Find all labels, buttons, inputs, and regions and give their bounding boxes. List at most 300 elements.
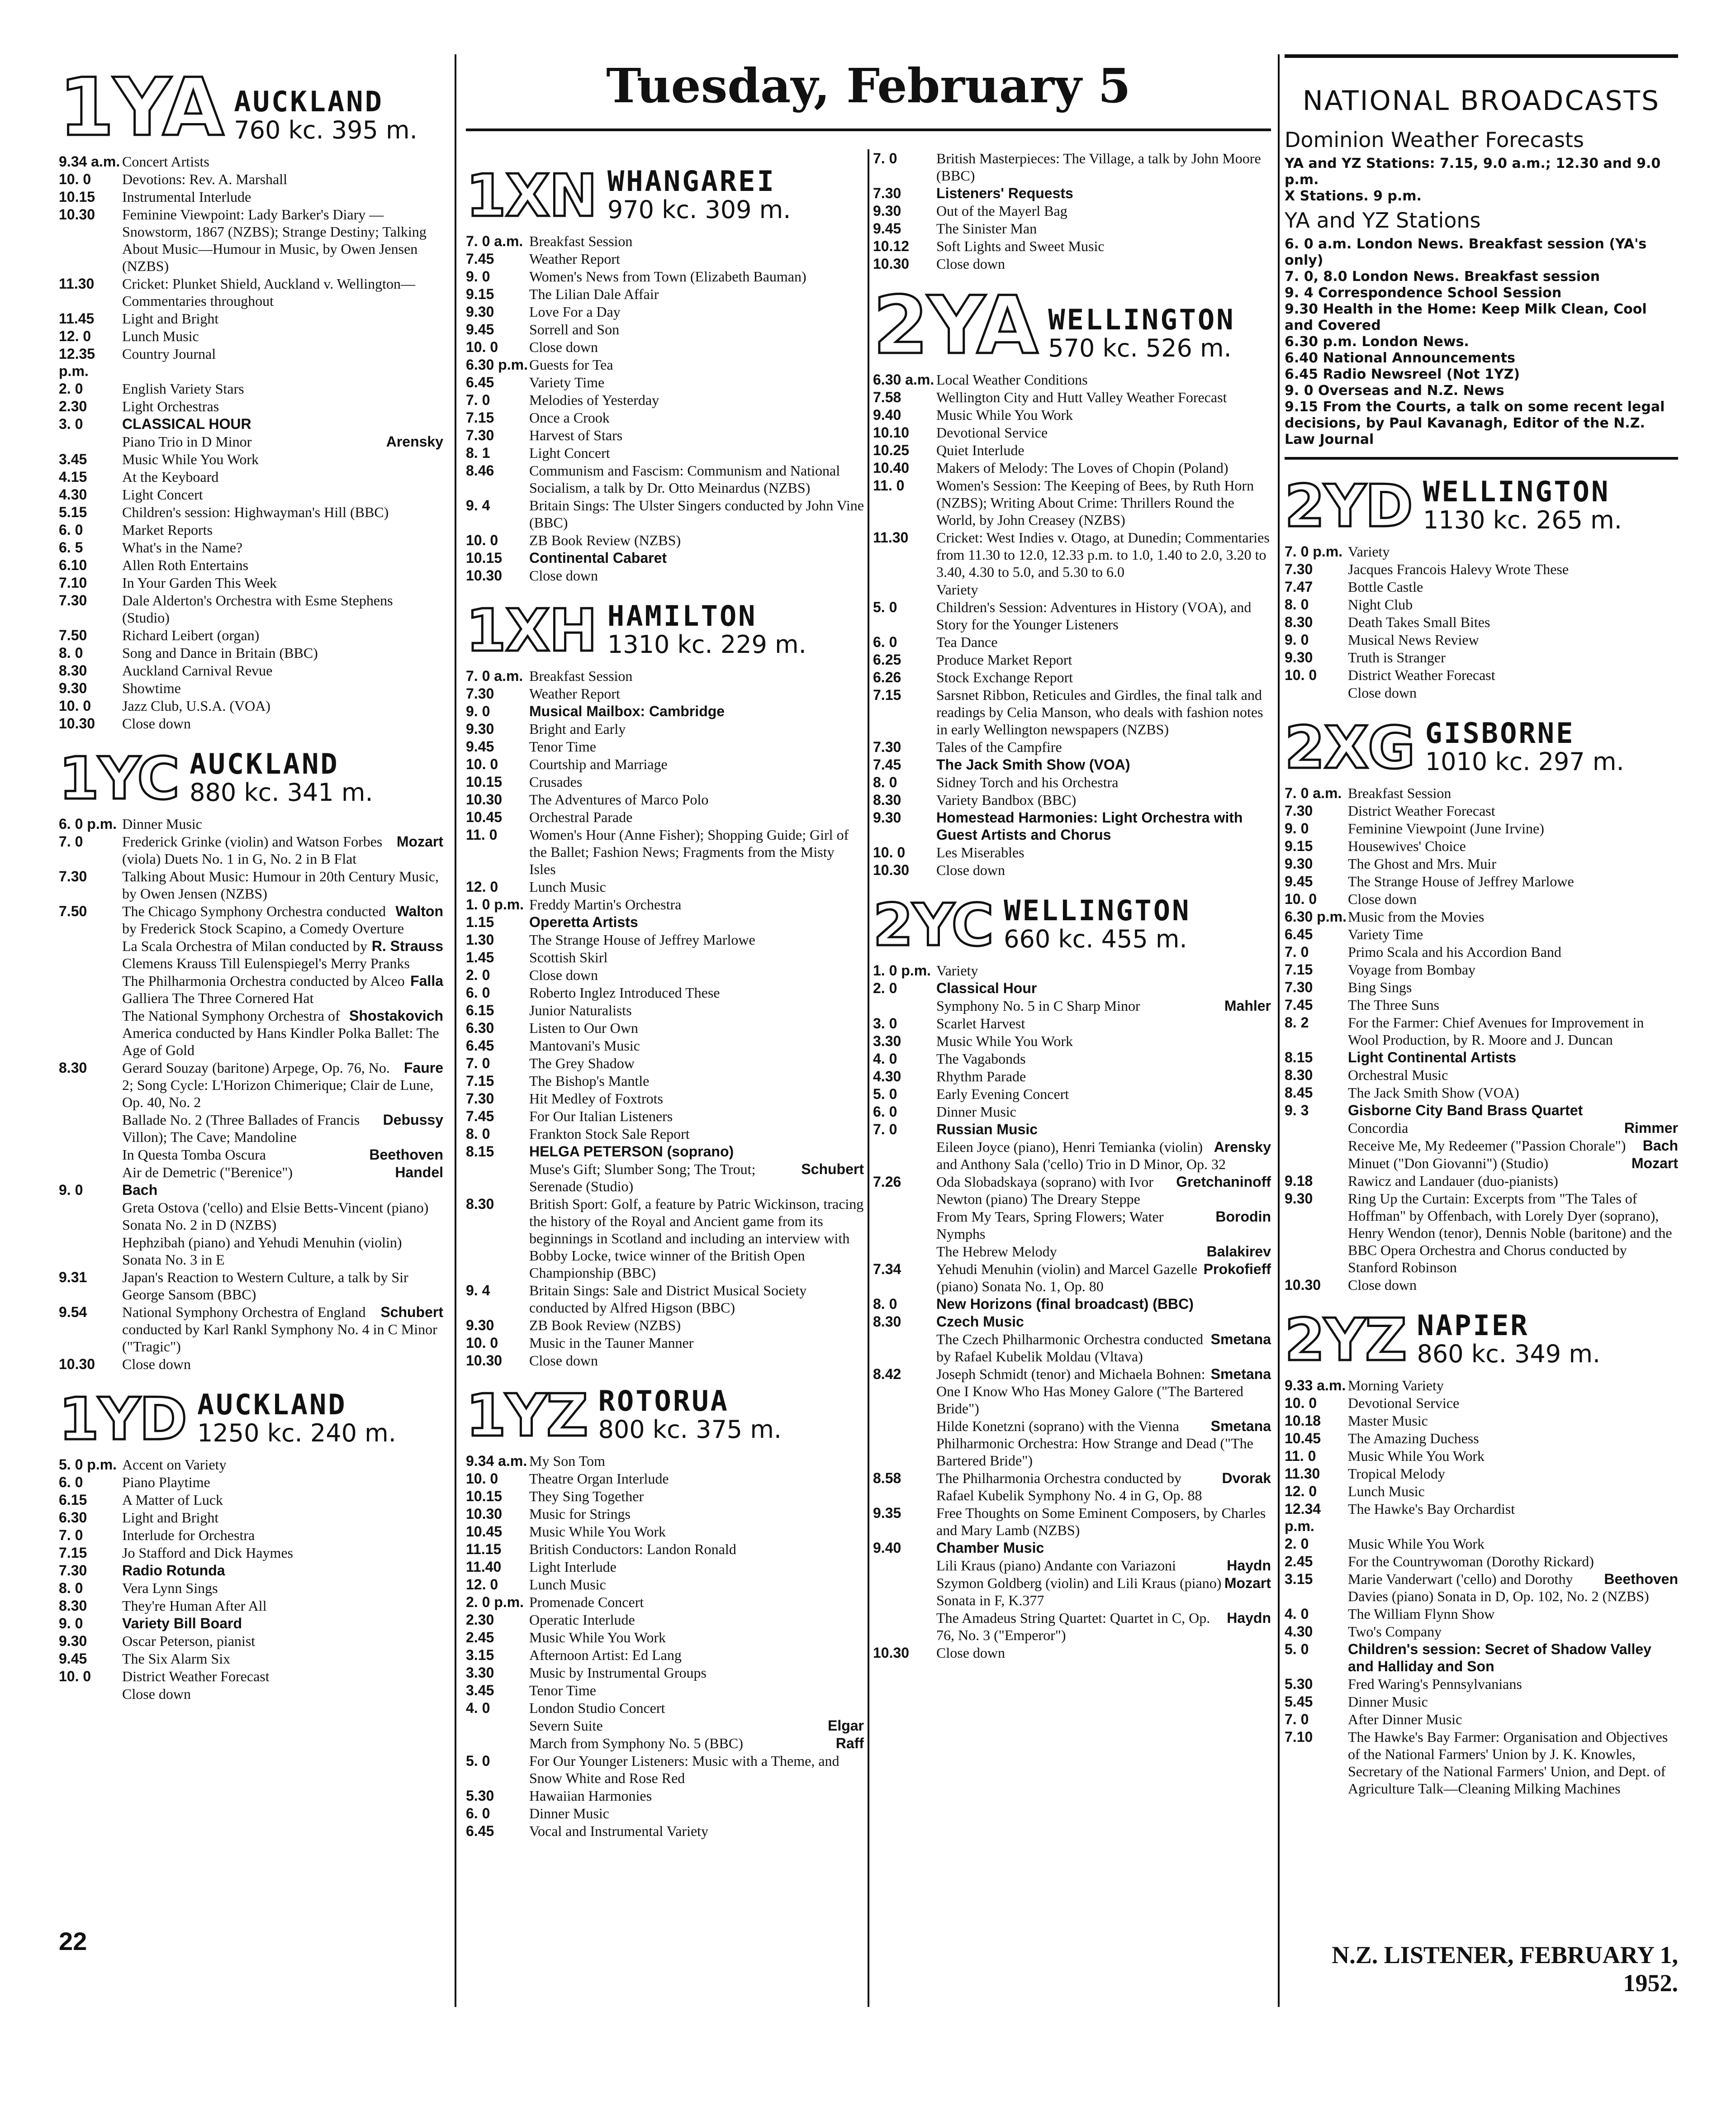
- program-text: My Son Tom: [529, 1453, 605, 1469]
- program-description: [1348, 613, 1678, 631]
- national-line: YA and YZ Stations: 7.15, 9.0 a.m.; 12.30 and 9.0 p.m.: [1285, 156, 1661, 188]
- program-row: [466, 1752, 864, 1787]
- program-text: The Chicago Symphony Orchestra conducted by Frederick Stock Scapino, a Comedy Overture: [122, 903, 404, 937]
- program-row: [466, 1558, 864, 1575]
- program-time: 10.15: [466, 550, 503, 566]
- program-description: [936, 1138, 1271, 1173]
- program-text: Light Concert: [529, 445, 610, 461]
- program-description: [529, 791, 864, 808]
- program-row: [1285, 820, 1678, 837]
- program-row: [873, 1068, 1271, 1085]
- program-row: [466, 1019, 864, 1037]
- program-row: [1285, 996, 1678, 1013]
- program-time: 10. 0: [466, 339, 498, 355]
- program-row: [466, 409, 864, 426]
- program-row: [1285, 1394, 1678, 1412]
- program-time: [59, 1199, 122, 1233]
- program-row: [1285, 1084, 1678, 1101]
- program-text: Variety Time: [1348, 926, 1423, 942]
- program-description: [936, 756, 1271, 773]
- program-time: 7.45: [466, 251, 494, 267]
- program-text: Breakfast Session: [529, 233, 633, 249]
- program-description: [1348, 1605, 1678, 1622]
- program-text: Classical Hour: [936, 980, 1037, 996]
- program-row: [873, 1295, 1271, 1313]
- program-time: 9.30: [466, 304, 494, 320]
- program-row: [59, 556, 443, 574]
- program-text: Feminine Viewpoint (June Irvine): [1348, 820, 1544, 837]
- program-row: [873, 202, 1271, 219]
- program-row: [873, 1103, 1271, 1120]
- program-text: British Sport: Golf, a feature by Patric Wickinson, tracing the history of the Royal and Ancient game from its beginnings in Scotland and including an interview with Bobby Locke, twice winner of the British Open Championship (BBC): [529, 1196, 864, 1281]
- program-row: [1285, 1377, 1678, 1394]
- program-description: [529, 738, 864, 755]
- program-text: The Sinister Man: [936, 220, 1037, 237]
- program-row: [1285, 1137, 1678, 1154]
- program-row: [873, 238, 1271, 255]
- program-text: March from Symphony No. 5 (BBC): [529, 1735, 743, 1751]
- program-row: [59, 592, 443, 626]
- program-description: [1348, 1190, 1678, 1276]
- program-time: 6.15: [59, 1492, 87, 1508]
- program-text: Children's session: Secret of Shadow Valley and Halliday and Son: [1348, 1641, 1651, 1674]
- program-text: Homestead Harmonies: Light Orchestra with Guest Artists and Chorus: [936, 809, 1243, 843]
- station-info: [598, 1386, 782, 1443]
- station-callsign: 1YD: [59, 1386, 186, 1453]
- program-description: [529, 1664, 864, 1681]
- program-time: 1.30: [466, 932, 494, 948]
- program-description: [1348, 1641, 1678, 1675]
- program-description: [122, 1234, 443, 1268]
- program-description: [529, 356, 864, 373]
- program-row: [466, 1334, 864, 1351]
- program-row: [466, 462, 864, 496]
- program-text: Dinner Music: [936, 1103, 1016, 1120]
- program-row: [466, 444, 864, 461]
- program-description: [529, 949, 864, 966]
- program-time: 6. 0: [59, 1474, 83, 1490]
- program-time: 9.45: [466, 321, 494, 338]
- program-text: District Weather Forecast: [122, 1668, 270, 1684]
- program-description: [1348, 1623, 1678, 1640]
- program-text: ZB Book Review (NZBS): [529, 532, 681, 548]
- program-time: 1.45: [466, 949, 494, 965]
- program-row: [466, 1195, 864, 1281]
- program-text: Light and Bright: [122, 310, 219, 327]
- composer: Haydn: [1227, 1610, 1271, 1626]
- program-text: Master Music: [1348, 1412, 1428, 1429]
- program-text: Frederick Grinke (violin) and Watson Forbes (viola) Duets No. 1 in G, No. 2 in B Flat: [122, 833, 383, 867]
- program-time: [873, 1208, 936, 1242]
- program-row: [1285, 1728, 1678, 1797]
- station-callsign: 2YA: [873, 279, 1038, 372]
- program-description: [529, 1593, 864, 1611]
- program-row: [466, 268, 864, 285]
- program-row: [59, 206, 443, 275]
- program-text: Quiet Interlude: [936, 442, 1025, 458]
- program-description: [122, 1685, 443, 1703]
- station-header: [59, 61, 443, 154]
- program-text: Vocal and Instrumental Variety: [529, 1823, 709, 1839]
- program-description: [122, 697, 443, 714]
- program-text: English Variety Stars: [122, 380, 244, 397]
- composer: Smetana: [1210, 1418, 1271, 1434]
- composer: Rimmer: [1624, 1120, 1678, 1136]
- station-frequency: 800 kc. 375 m.: [598, 1415, 782, 1444]
- program-time: 10. 0: [1285, 891, 1317, 907]
- program-time: 4.30: [1285, 1623, 1313, 1640]
- program-row: [1285, 1641, 1678, 1675]
- program-description: [1348, 1084, 1678, 1101]
- program-description: [1348, 1119, 1678, 1137]
- program-row: [466, 949, 864, 966]
- station-callsign: 2XG: [1285, 714, 1414, 782]
- program-row: [59, 833, 443, 867]
- program-description: [936, 406, 1271, 423]
- program-description: [936, 1050, 1271, 1067]
- program-text: The Six Alarm Six: [122, 1650, 231, 1667]
- program-row: [1285, 684, 1678, 701]
- station-city: WELLINGTON: [1004, 894, 1191, 927]
- program-time: 8. 0: [59, 645, 83, 661]
- program-text: In Your Garden This Week: [122, 575, 277, 591]
- program-row: [1285, 855, 1678, 872]
- program-text: Feminine Viewpoint: Lady Barker's Diary — Snowstorm, 1867 (NZBS); Strange Destiny; Talking About Music—Humour in Music, by Owen Jensen (NZBS): [122, 206, 427, 274]
- station-city: WELLINGTON: [1423, 475, 1610, 508]
- program-time: 8.15: [1285, 1049, 1313, 1065]
- national-title: NATIONAL BROADCASTS: [1302, 85, 1660, 117]
- composer: Debussy: [383, 1112, 443, 1128]
- program-row: [873, 477, 1271, 528]
- program-text: Listen to Our Own: [529, 1020, 638, 1036]
- program-text: Variety Bill Board: [122, 1615, 242, 1631]
- program-time: 7. 0: [59, 1527, 83, 1543]
- program-time: 9.40: [873, 407, 901, 423]
- program-text: Lunch Music: [1348, 1483, 1425, 1499]
- station-frequency: 760 kc. 395 m.: [234, 116, 417, 144]
- program-description: [936, 220, 1271, 237]
- program-time: 9.30: [873, 809, 901, 826]
- program-row: [466, 756, 864, 773]
- program-description: [529, 250, 864, 267]
- program-description: [529, 549, 864, 566]
- program-description: [122, 1303, 443, 1355]
- program-description: [936, 1085, 1271, 1103]
- program-text: Crusades: [529, 774, 583, 790]
- program-row: [1285, 873, 1678, 890]
- program-text: Czech Music: [936, 1313, 1024, 1330]
- program-row: [873, 1138, 1271, 1173]
- program-description: [1348, 961, 1678, 978]
- program-description: [529, 1787, 864, 1804]
- program-text: The Philharmonia Orchestra conducted by Alceo Galliera The Three Cornered Hat: [122, 973, 405, 1006]
- program-row: [466, 303, 864, 320]
- program-text: Sidney Torch and his Orchestra: [936, 774, 1119, 790]
- program-row: [1285, 1049, 1678, 1066]
- program-description: [936, 1243, 1271, 1260]
- program-time: 6.45: [466, 1037, 494, 1054]
- program-row: [59, 937, 443, 972]
- program-row: [466, 1072, 864, 1089]
- program-time: 2. 0 p.m.: [466, 1594, 524, 1610]
- national-line: 7. 0, 8.0 London News. Breakfast session: [1285, 269, 1600, 285]
- program-description: [529, 1317, 864, 1334]
- program-time: 7.50: [59, 627, 87, 643]
- program-text: Jacques Francois Halevy Wrote These: [1348, 561, 1569, 577]
- program-description: [529, 1611, 864, 1628]
- program-text: Market Reports: [122, 522, 213, 538]
- program-description: [122, 171, 443, 188]
- program-description: [936, 1504, 1271, 1539]
- program-text: After Dinner Music: [1348, 1711, 1462, 1727]
- program-description: [1348, 1066, 1678, 1084]
- program-row: [873, 442, 1271, 459]
- program-description: [122, 1269, 443, 1303]
- program-row: [873, 1469, 1271, 1504]
- program-text: Russian Music: [936, 1121, 1038, 1137]
- program-text: Close down: [122, 715, 191, 732]
- program-row: [59, 504, 443, 521]
- program-time: 10.30: [873, 862, 910, 878]
- program-description: [1348, 1500, 1678, 1535]
- program-row: [466, 1541, 864, 1558]
- program-time: 7.30: [466, 685, 494, 702]
- program-description: [529, 1125, 864, 1142]
- program-text: Two's Company: [1348, 1623, 1442, 1640]
- station-header: [466, 597, 864, 665]
- program-text: Gisborne City Band Brass Quartet: [1348, 1102, 1583, 1118]
- program-row: [1285, 596, 1678, 613]
- program-description: [529, 756, 864, 773]
- program-description: [529, 1752, 864, 1787]
- program-text: Close down: [529, 339, 598, 355]
- program-row: [59, 328, 443, 345]
- program-row: [466, 1125, 864, 1142]
- program-row: [59, 1164, 443, 1181]
- program-text: Close down: [529, 1352, 598, 1369]
- program-description: [122, 1491, 443, 1508]
- program-text: Death Takes Small Bites: [1348, 614, 1490, 630]
- composer: Handel: [395, 1164, 443, 1180]
- program-row: [59, 697, 443, 714]
- program-time: 9.34 a.m.: [59, 153, 120, 170]
- program-text: The Hawke's Bay Farmer: Organisation and Objectives of the National Farmers' Union by J. K. Knowles, Secretary of the National Farmers' Union, and Dept. of Agriculture Talk—Cleaning Milking Machines: [1348, 1729, 1668, 1797]
- program-description: [1348, 631, 1678, 648]
- program-description: [1348, 666, 1678, 684]
- program-description: [1348, 561, 1678, 578]
- program-description: [1348, 1711, 1678, 1728]
- program-row: [59, 153, 443, 170]
- program-description: [1348, 996, 1678, 1013]
- program-time: 9. 0: [1285, 820, 1309, 837]
- program-text: Oda Slobadskaya (soprano) with Ivor Newton (piano) The Dreary Steppe: [936, 1174, 1153, 1207]
- program-time: 8.30: [1285, 614, 1313, 630]
- column-rule-3: [1278, 54, 1280, 2007]
- program-text: Variety: [1348, 543, 1390, 560]
- program-time: [59, 972, 122, 1007]
- program-time: 7. 0: [1285, 1711, 1309, 1727]
- station-info: [197, 1390, 396, 1447]
- program-description: [936, 809, 1271, 843]
- program-text: Musical News Review: [1348, 632, 1479, 648]
- program-time: 7.47: [1285, 579, 1313, 595]
- program-description: [936, 962, 1271, 979]
- program-time: 6.30 p.m.: [466, 357, 528, 373]
- program-description: [1348, 649, 1678, 666]
- program-time: [873, 1557, 936, 1574]
- program-time: 9. 0: [466, 703, 490, 719]
- program-row: [59, 1474, 443, 1491]
- program-description: [936, 1313, 1271, 1330]
- program-row: [59, 345, 443, 380]
- program-text: ZB Book Review (NZBS): [529, 1317, 681, 1333]
- program-text: What's in the Name?: [122, 539, 243, 556]
- program-row: [1285, 1412, 1678, 1429]
- program-time: 5.15: [59, 504, 87, 520]
- program-time: 3.15: [466, 1647, 494, 1663]
- program-text: Women's Hour (Anne Fisher); Shopping Guide; Girl of the Ballet; Fashion News; Fragments from the Misty Isles: [529, 827, 849, 877]
- station-info: [1004, 896, 1191, 953]
- program-text: Primo Scala and his Accordion Band: [1348, 944, 1561, 960]
- program-row: [59, 415, 443, 433]
- program-row: [1285, 1155, 1678, 1172]
- program-text: For Our Italian Listeners: [529, 1108, 673, 1124]
- program-time: 10.30: [59, 206, 95, 223]
- program-row: [466, 896, 864, 913]
- program-row: [873, 738, 1271, 756]
- program-row: [873, 756, 1271, 773]
- program-row: [1285, 1119, 1678, 1137]
- program-time: 6. 5: [59, 539, 83, 556]
- program-text: Instrumental Interlude: [122, 189, 251, 205]
- program-text: Light Interlude: [529, 1559, 617, 1575]
- program-text: Courtship and Marriage: [529, 756, 668, 772]
- program-description: [936, 861, 1271, 879]
- program-text: Yehudi Menuhin (violin) and Marcel Gazelle (piano) Sonata No. 1, Op. 80: [936, 1261, 1198, 1294]
- program-description: [529, 1334, 864, 1351]
- program-time: [466, 1735, 529, 1752]
- composer: Haydn: [1227, 1557, 1271, 1574]
- program-text: Scarlet Harvest: [936, 1015, 1025, 1032]
- program-time: [1285, 1137, 1348, 1154]
- program-description: [122, 1579, 443, 1597]
- program-description: [1348, 1102, 1678, 1119]
- program-description: [122, 556, 443, 574]
- program-row: [1285, 1553, 1678, 1570]
- station-header: [1285, 714, 1678, 782]
- program-text: Tropical Melody: [1348, 1465, 1445, 1482]
- program-time: [466, 1717, 529, 1734]
- program-time: 8.30: [59, 1598, 87, 1614]
- program-text: British Masterpieces: The Village, a talk by John Moore (BBC): [936, 150, 1261, 184]
- program-row: [59, 662, 443, 679]
- program-time: 6.45: [466, 1823, 494, 1839]
- program-time: 7.30: [873, 185, 901, 201]
- program-time: 7.10: [59, 575, 87, 591]
- program-description: [936, 791, 1271, 808]
- column-3: [873, 149, 1271, 1662]
- composer: Dvorak: [1222, 1470, 1271, 1486]
- program-time: 8. 0: [59, 1580, 83, 1596]
- program-description: [1348, 684, 1678, 701]
- program-text: Hilde Konetzni (soprano) with the Vienna Philharmonic Orchestra: How Strange and Dead ("The Bartered Bride"): [936, 1418, 1253, 1469]
- program-text: Symphony No. 5 in C Sharp Minor: [936, 998, 1140, 1014]
- program-text: Children's session: Highwayman's Hill (BBC): [122, 504, 389, 520]
- column-2: [466, 149, 864, 1840]
- program-description: [936, 255, 1271, 272]
- program-row: [873, 791, 1271, 808]
- program-description: [529, 285, 864, 303]
- program-time: 7.30: [59, 868, 87, 885]
- program-time: 9.15: [1285, 838, 1313, 854]
- program-row: [466, 1470, 864, 1487]
- program-row: [59, 1199, 443, 1233]
- program-description: [122, 1111, 443, 1146]
- program-description: [122, 433, 443, 450]
- program-row: [466, 685, 864, 702]
- program-time: 9.30: [59, 680, 87, 696]
- composer: Elgar: [827, 1717, 864, 1734]
- program-row: [466, 1611, 864, 1628]
- program-time: 12. 0: [1285, 1483, 1317, 1499]
- program-text: Szymon Goldberg (violin) and Lili Kraus (piano) Sonata in F, K.377: [936, 1575, 1222, 1608]
- program-time: 7.15: [1285, 961, 1313, 978]
- program-text: Variety: [936, 581, 978, 598]
- program-time: 6.45: [1285, 926, 1313, 942]
- station-city: ROTORUA: [598, 1384, 729, 1417]
- program-text: Rawicz and Landauer (duo-pianists): [1348, 1173, 1558, 1189]
- national-line: 6.30 p.m. London News.: [1285, 334, 1469, 350]
- program-row: [873, 1331, 1271, 1365]
- program-text: CLASSICAL HOUR: [122, 416, 251, 432]
- program-description: [122, 1456, 443, 1473]
- program-text: Devotions: Rev. A. Marshall: [122, 171, 287, 187]
- program-description: [1348, 785, 1678, 802]
- program-description: [1348, 820, 1678, 837]
- program-description: [529, 1576, 864, 1593]
- program-text: Music While You Work: [529, 1523, 666, 1540]
- program-description: [936, 1032, 1271, 1050]
- program-time: 9. 3: [1285, 1102, 1309, 1118]
- program-time: 11.30: [873, 529, 909, 546]
- program-description: [529, 685, 864, 702]
- program-description: [936, 1365, 1271, 1417]
- program-text: The William Flynn Show: [1348, 1606, 1495, 1622]
- program-time: 3.45: [59, 451, 87, 467]
- program-description: [1348, 1014, 1678, 1048]
- composer: Prokofieff: [1203, 1261, 1271, 1277]
- program-time: 9. 0: [59, 1615, 83, 1631]
- program-description: [1348, 979, 1678, 996]
- program-row: [466, 1717, 864, 1734]
- program-row: [873, 809, 1271, 843]
- program-description: [529, 984, 864, 1001]
- program-description: [529, 567, 864, 584]
- program-row: [59, 1234, 443, 1268]
- program-description: [122, 504, 443, 521]
- program-time: 2. 0: [59, 380, 83, 397]
- program-text: Lunch Music: [122, 328, 199, 344]
- program-row: [873, 581, 1271, 598]
- program-time: 3. 0: [873, 1015, 897, 1032]
- program-row: [873, 1313, 1271, 1330]
- program-row: [59, 1111, 443, 1146]
- program-row: [873, 1015, 1271, 1032]
- program-description: [1348, 837, 1678, 855]
- program-description: [936, 633, 1271, 651]
- program-text: Breakfast Session: [529, 668, 633, 684]
- program-description: [529, 1735, 864, 1752]
